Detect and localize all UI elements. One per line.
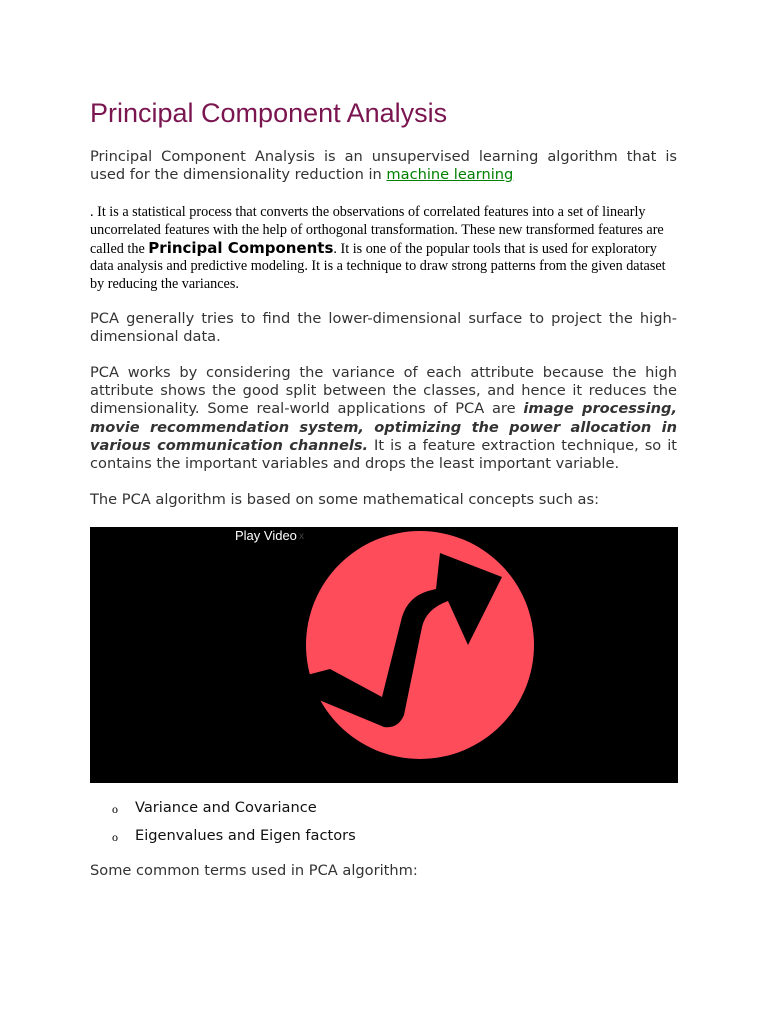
concepts-intro-paragraph: The PCA algorithm is based on some mathematical concepts such as: (90, 491, 599, 508)
close-icon[interactable]: x (299, 531, 304, 542)
list-item (90, 824, 356, 852)
concept-eigenvalues: Eigenvalues and Eigen factors (135, 827, 356, 844)
concept-variance-covariance: Variance and Covariance (135, 799, 317, 816)
machine-learning-link[interactable]: machine learning (386, 166, 514, 184)
principal-components-term: Principal Components (148, 238, 334, 257)
terms-intro-paragraph: Some common terms used in PCA algorithm: (90, 862, 418, 879)
variance-text-before: PCA works by considering the variance of each attribute because the high attribute shows the good split between the classes, and hence it reduces the dimensionality. Some real-world applications of PCA are (90, 364, 677, 418)
concept-list (90, 796, 356, 852)
surface-paragraph: PCA generally tries to find the lower-dimensional surface to project the high-dimensional data. (90, 310, 677, 346)
applications-emphasis: image processing, movie recommendation system, optimizing the power allocation in various communication channels. (90, 400, 677, 454)
list-item (90, 796, 356, 824)
variance-paragraph (90, 364, 677, 473)
video-player[interactable] (90, 527, 678, 783)
variance-text-after: It is a feature extraction technique, so it contains the important variables and drops the least important variable. (90, 436, 677, 473)
page-title: Principal Component Analysis (90, 98, 448, 128)
definition-text-before: . It is a statistical process that converts the observations of correlated features into a set of linearly uncorrelated features with the help of orthogonal transformation. These new transformed features are called the (90, 204, 664, 257)
bullet-marker: o (112, 802, 118, 816)
definition-paragraph (90, 204, 677, 294)
bullet-marker: o (112, 830, 118, 844)
trending-arrow-circle-icon (90, 527, 678, 783)
intro-text: Principal Component Analysis is an unsupervised learning algorithm that is used for the dimensionality reduction in (90, 148, 677, 184)
play-video-button[interactable]: Play Video (235, 528, 297, 543)
logo-circle (306, 531, 534, 759)
intro-paragraph (90, 148, 677, 184)
definition-text-after: . It is one of the popular tools that is used for exploratory data analysis and predictive modeling. It is a technique to draw strong patterns from the given dataset by reducing the variances. (90, 240, 666, 293)
